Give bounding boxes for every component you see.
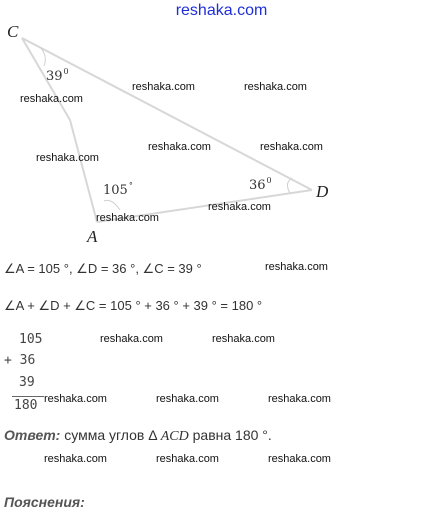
answer-text-before: сумма углов	[64, 427, 145, 443]
triangle-symbol: Δ	[148, 427, 157, 443]
column-row-1: 105	[19, 332, 43, 347]
watermark: reshaka.com	[148, 141, 211, 153]
answer-line	[4, 427, 272, 445]
watermark: reshaka.com	[44, 453, 107, 465]
watermark: reshaka.com	[36, 152, 99, 164]
site-title: reshaka.com	[175, 2, 268, 19]
column-sum-rule	[12, 396, 44, 397]
angle-d-eq: ∠D = 36 °	[76, 261, 136, 276]
angle-d-value: $36^0$	[249, 176, 272, 193]
angle-values-line: ∠A = 105 °, ∠D = 36 °, ∠C = 39 °	[4, 261, 202, 276]
explanation-label: Пояснения:	[4, 494, 85, 510]
column-row-3: 39	[19, 375, 35, 390]
watermark: reshaka.com	[156, 393, 219, 405]
column-result: 180	[14, 398, 38, 413]
triangle-name: ACD	[160, 429, 189, 444]
angle-a-eq: ∠A = 105 °	[4, 261, 69, 276]
column-row-2: + 36	[4, 353, 36, 368]
angle-c-eq: ∠C = 39 °	[142, 261, 202, 276]
watermark: reshaka.com	[260, 141, 323, 153]
angle-sum-line: ∠A + ∠D + ∠C = 105 ° + 36 ° + 39 ° = 180 °	[4, 298, 263, 313]
answer-label: Ответ:	[4, 427, 61, 443]
watermark: reshaka.com	[212, 333, 275, 345]
watermark: reshaka.com	[265, 261, 328, 273]
watermark: reshaka.com	[156, 453, 219, 465]
vertex-d-label: D	[316, 182, 329, 201]
vertex-a-label: A	[87, 227, 98, 246]
angle-a-value: 105°	[103, 181, 133, 198]
watermark: reshaka.com	[268, 453, 331, 465]
watermark: reshaka.com	[244, 81, 307, 93]
watermark: reshaka.com	[96, 212, 159, 224]
watermark: reshaka.com	[44, 393, 107, 405]
vertex-c-label: C	[7, 22, 19, 41]
watermark: reshaka.com	[20, 93, 83, 105]
answer-text-after: равна 180 °.	[192, 427, 272, 443]
watermark: reshaka.com	[208, 201, 271, 213]
watermark: reshaka.com	[100, 333, 163, 345]
angle-c-value: $39^0$	[46, 67, 69, 84]
watermark: reshaka.com	[132, 81, 195, 93]
watermark: reshaka.com	[268, 393, 331, 405]
side-ca	[22, 38, 97, 222]
angle-arc-a	[104, 200, 120, 210]
